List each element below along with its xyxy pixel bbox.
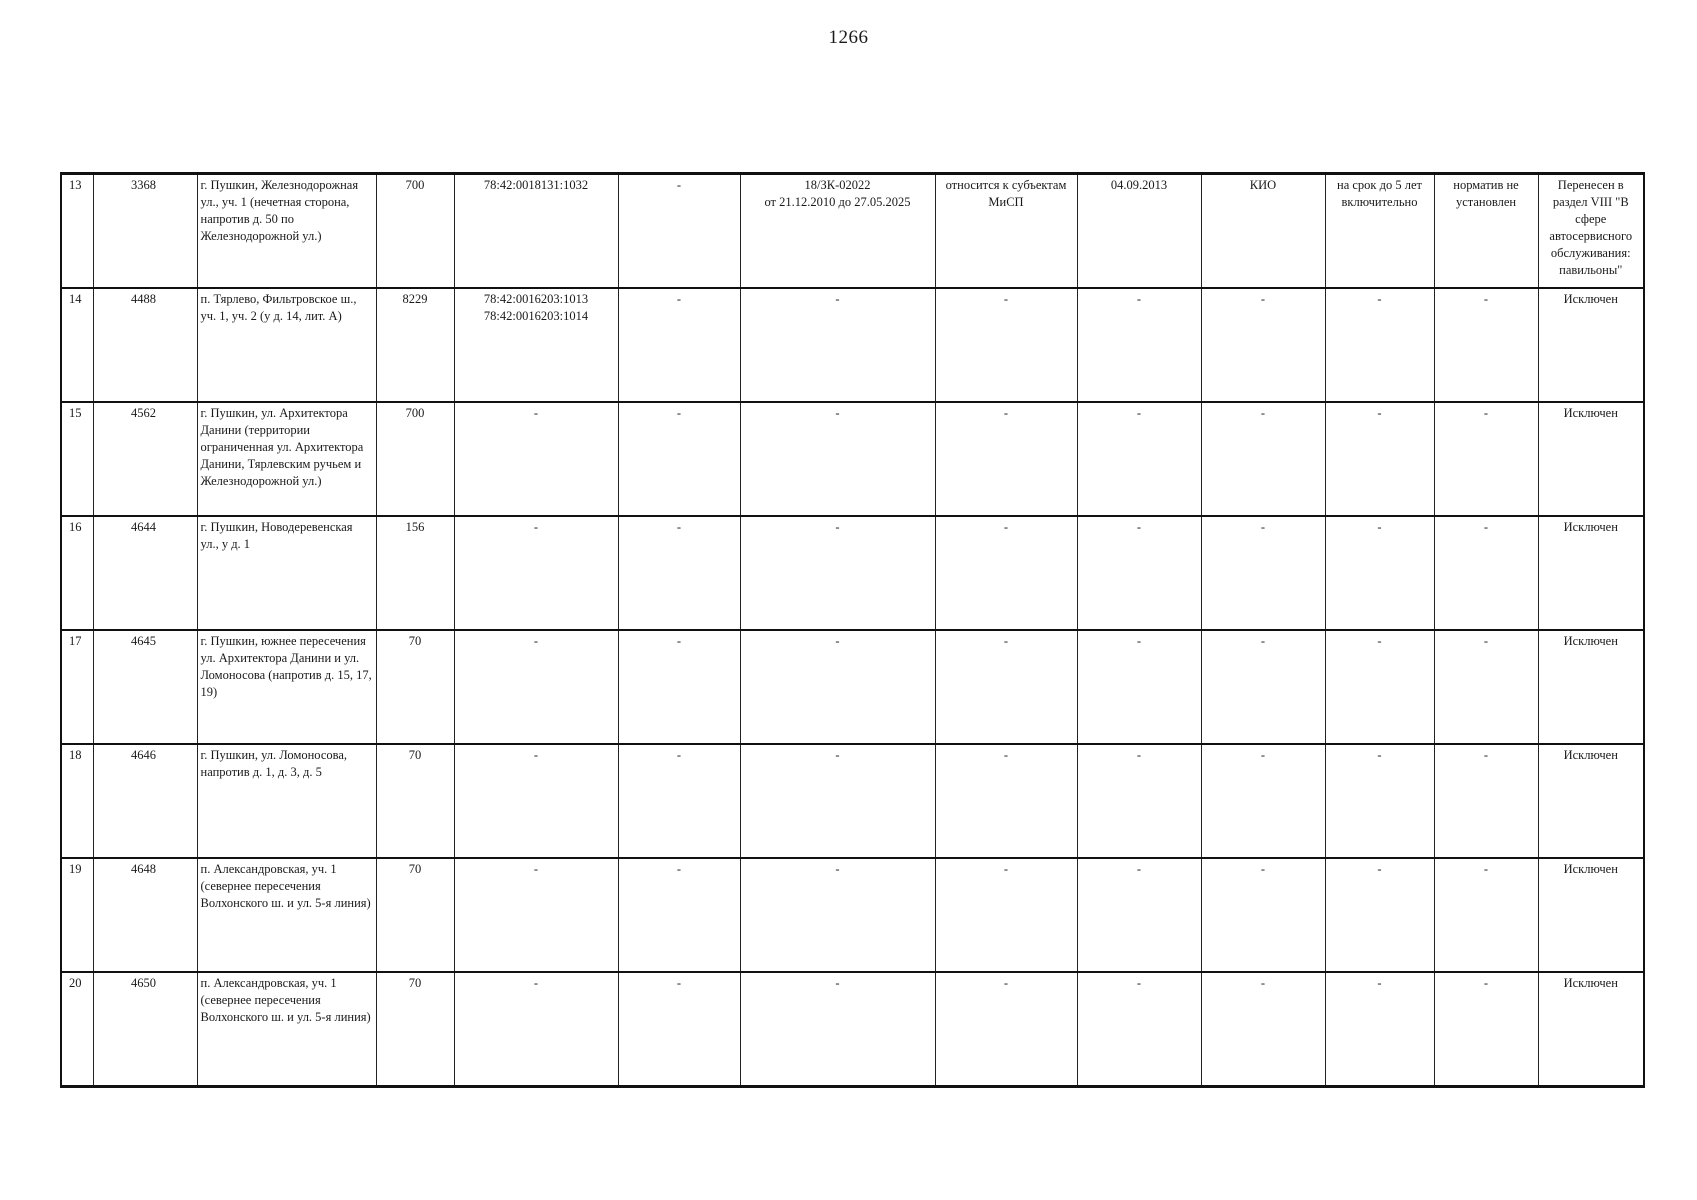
address-cell: г. Пушкин, ул. Ломоносова, напротив д. 1, д. 3, д. 5 <box>197 744 376 858</box>
row-number-cell: 20 <box>61 972 93 1087</box>
organization-cell: - <box>1201 288 1325 402</box>
area-cell: 70 <box>376 858 454 972</box>
note-cell: Исключен <box>1538 858 1644 972</box>
address-cell: г. Пушкин, Новодеревенская ул., у д. 1 <box>197 516 376 630</box>
organization-cell: - <box>1201 972 1325 1087</box>
empty-column-cell: - <box>618 174 740 289</box>
date-cell: - <box>1077 402 1201 516</box>
date-cell: - <box>1077 288 1201 402</box>
table-row <box>61 972 1644 1087</box>
note-cell: Исключен <box>1538 630 1644 744</box>
organization-cell: - <box>1201 402 1325 516</box>
organization-cell: - <box>1201 516 1325 630</box>
contract-cell: - <box>740 972 935 1087</box>
note-cell: Исключен <box>1538 516 1644 630</box>
norm-cell: - <box>1434 516 1538 630</box>
note-cell: Исключен <box>1538 972 1644 1087</box>
contract-cell: - <box>740 288 935 402</box>
area-cell: 8229 <box>376 288 454 402</box>
page-number: 1266 <box>828 27 869 48</box>
object-id-cell: 4650 <box>93 972 197 1087</box>
contract-cell: - <box>740 744 935 858</box>
subject-cell: - <box>935 516 1077 630</box>
term-cell: на срок до 5 лет включительно <box>1325 174 1434 289</box>
area-cell: 156 <box>376 516 454 630</box>
area-cell: 70 <box>376 972 454 1087</box>
contract-cell: - <box>740 516 935 630</box>
cadastral-number-cell: 78:42:0018131:1032 <box>454 174 618 289</box>
address-cell: п. Александровская, уч. 1 (севернее пересечения Волхонского ш. и ул. 5-я линия) <box>197 972 376 1087</box>
table-row <box>61 174 1644 289</box>
row-number-cell: 13 <box>61 174 93 289</box>
table-row <box>61 630 1644 744</box>
term-cell: - <box>1325 288 1434 402</box>
norm-cell: - <box>1434 630 1538 744</box>
object-id-cell: 4645 <box>93 630 197 744</box>
contract-cell: - <box>740 630 935 744</box>
area-cell: 70 <box>376 630 454 744</box>
organization-cell: КИО <box>1201 174 1325 289</box>
organization-cell: - <box>1201 744 1325 858</box>
term-cell: - <box>1325 516 1434 630</box>
subject-cell: - <box>935 858 1077 972</box>
note-cell: Исключен <box>1538 744 1644 858</box>
object-id-cell: 4488 <box>93 288 197 402</box>
date-cell: 04.09.2013 <box>1077 174 1201 289</box>
table-row <box>61 858 1644 972</box>
organization-cell: - <box>1201 630 1325 744</box>
term-cell: - <box>1325 402 1434 516</box>
address-cell: п. Тярлево, Фильтровское ш., уч. 1, уч. 2 (у д. 14, лит. А) <box>197 288 376 402</box>
empty-column-cell: - <box>618 630 740 744</box>
empty-column-cell: - <box>618 744 740 858</box>
note-cell: Исключен <box>1538 288 1644 402</box>
cadastral-number-cell: - <box>454 744 618 858</box>
empty-column-cell: - <box>618 288 740 402</box>
note-cell: Исключен <box>1538 402 1644 516</box>
contract-cell: 18/ЗК-02022 от 21.12.2010 до 27.05.2025 <box>740 174 935 289</box>
norm-cell: - <box>1434 288 1538 402</box>
object-id-cell: 4646 <box>93 744 197 858</box>
contract-cell: - <box>740 402 935 516</box>
cadastral-number-cell: - <box>454 516 618 630</box>
cadastral-number-cell: - <box>454 858 618 972</box>
object-id-cell: 4648 <box>93 858 197 972</box>
table-row <box>61 402 1644 516</box>
object-id-cell: 4562 <box>93 402 197 516</box>
date-cell: - <box>1077 972 1201 1087</box>
registry-table <box>60 172 1645 1088</box>
row-number-cell: 18 <box>61 744 93 858</box>
norm-cell: - <box>1434 744 1538 858</box>
date-cell: - <box>1077 516 1201 630</box>
address-cell: г. Пушкин, ул. Архитектора Данини (территории ограниченная ул. Архитектора Данини, Тярлевским ручьем и Железнодорожной ул.) <box>197 402 376 516</box>
contract-cell: - <box>740 858 935 972</box>
object-id-cell: 3368 <box>93 174 197 289</box>
area-cell: 700 <box>376 174 454 289</box>
table-body <box>61 174 1644 1087</box>
norm-cell: - <box>1434 858 1538 972</box>
table-row <box>61 288 1644 402</box>
row-number-cell: 17 <box>61 630 93 744</box>
subject-cell: относится к субъектам МиСП <box>935 174 1077 289</box>
address-cell: г. Пушкин, Железнодорожная ул., уч. 1 (нечетная сторона, напротив д. 50 по Железнодорожной ул.) <box>197 174 376 289</box>
area-cell: 70 <box>376 744 454 858</box>
subject-cell: - <box>935 972 1077 1087</box>
object-id-cell: 4644 <box>93 516 197 630</box>
norm-cell: - <box>1434 402 1538 516</box>
organization-cell: - <box>1201 858 1325 972</box>
empty-column-cell: - <box>618 402 740 516</box>
norm-cell: - <box>1434 972 1538 1087</box>
norm-cell: норматив не установлен <box>1434 174 1538 289</box>
empty-column-cell: - <box>618 516 740 630</box>
term-cell: - <box>1325 972 1434 1087</box>
cadastral-number-cell: - <box>454 972 618 1087</box>
empty-column-cell: - <box>618 858 740 972</box>
row-number-cell: 14 <box>61 288 93 402</box>
table-row <box>61 516 1644 630</box>
row-number-cell: 16 <box>61 516 93 630</box>
empty-column-cell: - <box>618 972 740 1087</box>
term-cell: - <box>1325 630 1434 744</box>
cadastral-number-cell: 78:42:0016203:1013 78:42:0016203:1014 <box>454 288 618 402</box>
address-cell: г. Пушкин, южнее пересечения ул. Архитектора Данини и ул. Ломоносова (напротив д. 15, 17, 19) <box>197 630 376 744</box>
address-cell: п. Александровская, уч. 1 (севернее пересечения Волхонского ш. и ул. 5-я линия) <box>197 858 376 972</box>
date-cell: - <box>1077 858 1201 972</box>
term-cell: - <box>1325 744 1434 858</box>
term-cell: - <box>1325 858 1434 972</box>
date-cell: - <box>1077 630 1201 744</box>
table-row <box>61 744 1644 858</box>
subject-cell: - <box>935 402 1077 516</box>
subject-cell: - <box>935 630 1077 744</box>
row-number-cell: 15 <box>61 402 93 516</box>
cadastral-number-cell: - <box>454 402 618 516</box>
cadastral-number-cell: - <box>454 630 618 744</box>
note-cell: Перенесен в раздел VIII "В сфере автосервисного обслуживания: павильоны" <box>1538 174 1644 289</box>
subject-cell: - <box>935 744 1077 858</box>
row-number-cell: 19 <box>61 858 93 972</box>
area-cell: 700 <box>376 402 454 516</box>
date-cell: - <box>1077 744 1201 858</box>
subject-cell: - <box>935 288 1077 402</box>
